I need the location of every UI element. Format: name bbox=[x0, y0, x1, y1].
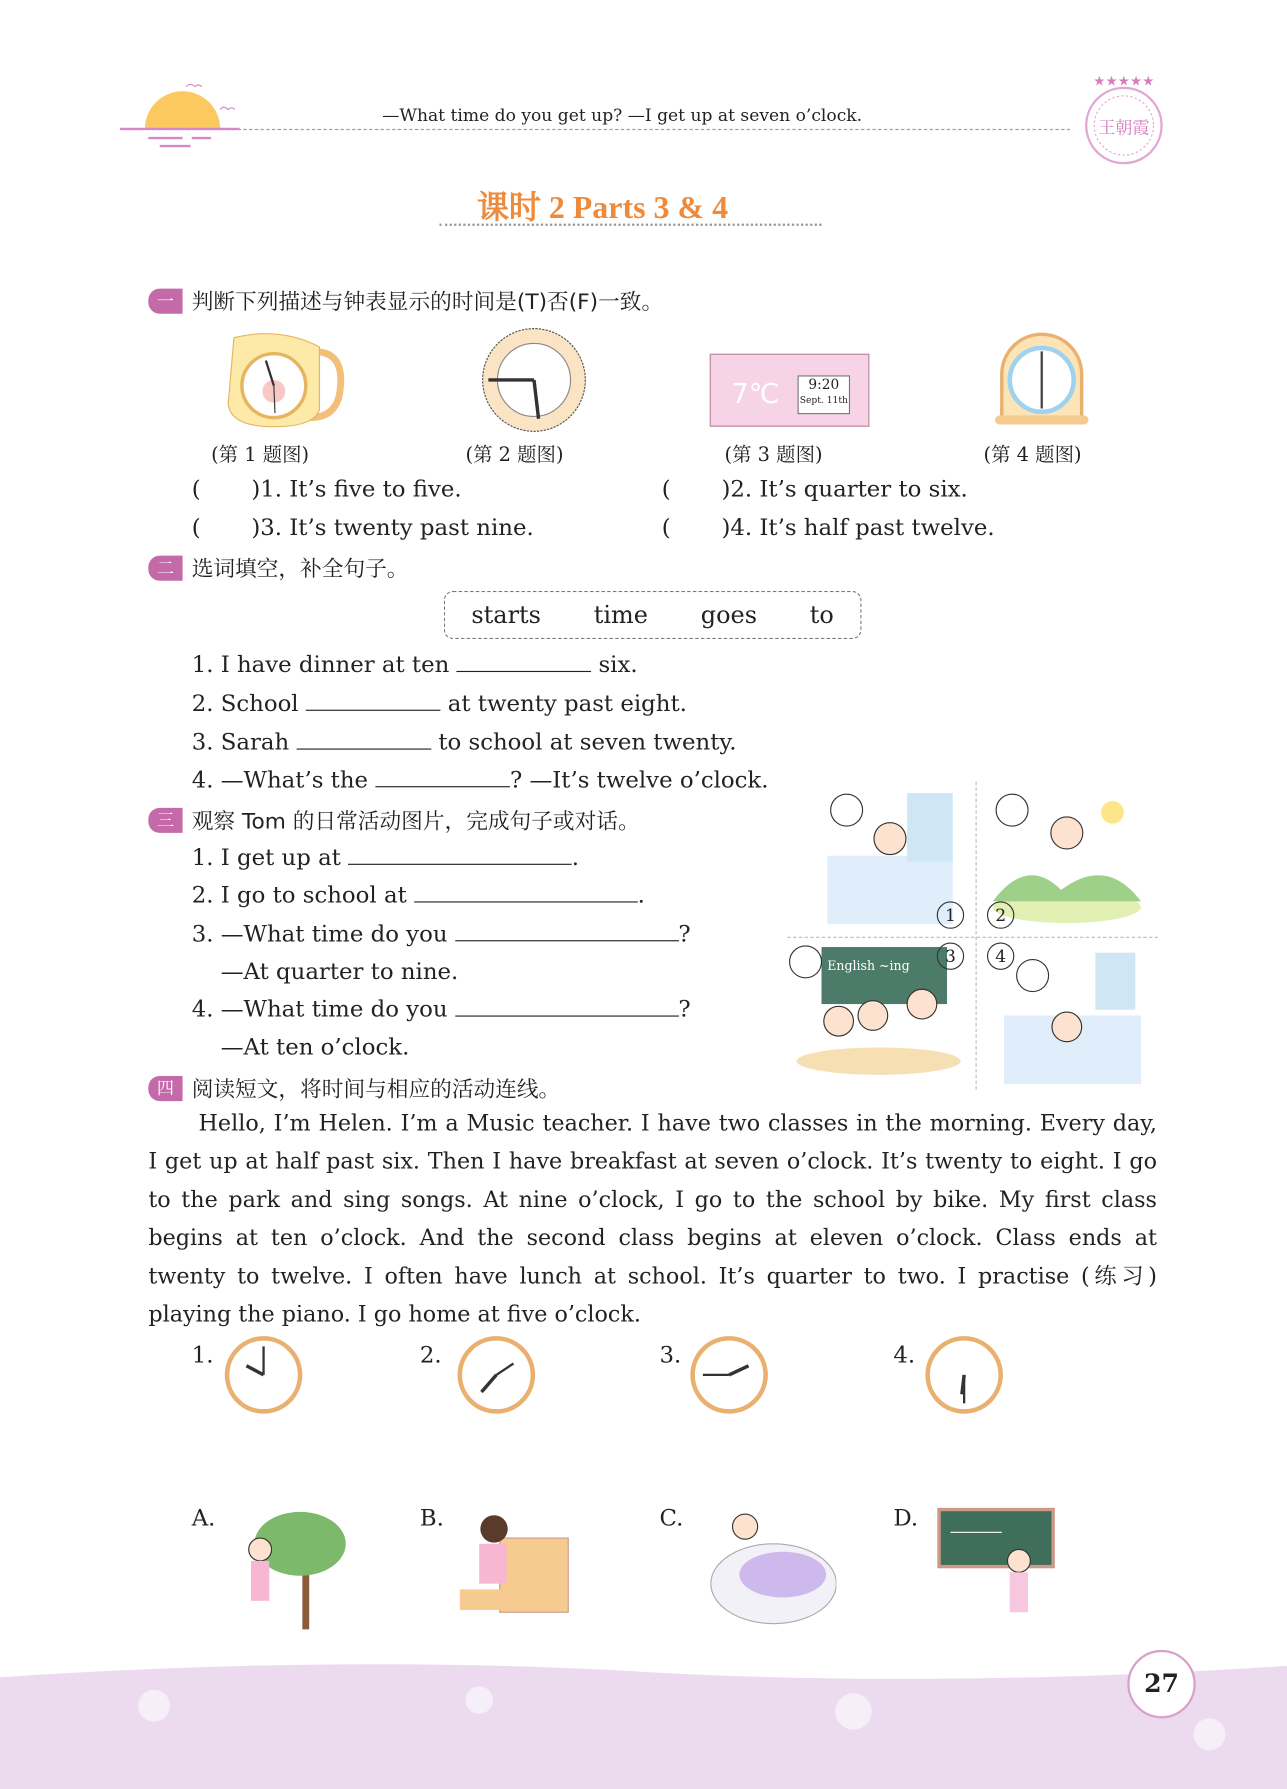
section-3-heading bbox=[148, 804, 639, 835]
sentence-text: 1. I have dinner at ten bbox=[191, 650, 450, 678]
activity-answer-4: —At ten o’clock. bbox=[191, 1032, 410, 1060]
fill-sentence-3 bbox=[192, 728, 737, 755]
singing-in-park-picture[interactable] bbox=[226, 1504, 352, 1632]
answer-blank[interactable] bbox=[348, 843, 572, 865]
header-subtitle: —What time do you get up? —I get up at seven o’clock. bbox=[382, 104, 863, 126]
board-text: English ~ing bbox=[827, 957, 910, 973]
section-2-heading bbox=[148, 552, 408, 583]
picture-number-2: 2 bbox=[987, 901, 1014, 928]
figure-caption-4: (第 4 题图) bbox=[983, 443, 1082, 467]
lesson-title: 课时 2 Parts 3 & 4 bbox=[476, 190, 729, 226]
word-option: to bbox=[809, 601, 834, 629]
activity-label-b: B. bbox=[419, 1503, 444, 1532]
clock-twenty-to-eight[interactable] bbox=[456, 1335, 536, 1415]
activity-sentence-2 bbox=[192, 881, 645, 908]
word-option: time bbox=[593, 601, 648, 629]
activity-label-c: C. bbox=[659, 1503, 684, 1532]
answer-blank[interactable] bbox=[306, 689, 441, 711]
word-option: goes bbox=[700, 601, 758, 629]
clock-label-1: 1. bbox=[191, 1340, 214, 1369]
figure-caption-2: (第 2 题图) bbox=[465, 443, 564, 467]
clock-label-4: 4. bbox=[893, 1340, 916, 1369]
answer-blank[interactable] bbox=[296, 728, 431, 750]
clock-quarter-to-two[interactable] bbox=[689, 1335, 769, 1415]
question-1[interactable]: ( )1. It’s five to five. bbox=[191, 474, 462, 503]
sentence-text: 3. —What time do you bbox=[191, 919, 448, 948]
sentence-text: . bbox=[637, 880, 645, 909]
reading-passage: Hello, I’m Helen. I’m a Music teacher. I have two classes in the morning. Every day, I get up at half past six. Then I have breakfast at seven o’clock. It’s twenty to eight. I go to the park and sing songs. At nine o’clock, I go to the school by bike. My first class begins at ten o’clock. And the second class begins at eleven o’clock. Class ends at twenty to twelve. I often have lunch at school. It’s quarter to two. I practise (练习) playing the piano. I go home at five o’clock. bbox=[148, 1110, 1157, 1328]
roman-clock-image bbox=[479, 325, 589, 435]
getting-up-bed-picture[interactable] bbox=[694, 1504, 837, 1632]
section-4-heading bbox=[148, 1073, 560, 1104]
clock-label-3: 3. bbox=[659, 1340, 682, 1369]
going-to-bed-picture bbox=[998, 947, 1146, 1086]
teaching-class-picture[interactable] bbox=[933, 1504, 1059, 1632]
clock-ten-oclock[interactable] bbox=[224, 1335, 304, 1415]
sentence-text: 2. I go to school at bbox=[191, 880, 407, 909]
sentence-text: ? —It’s twelve o’clock. bbox=[509, 765, 769, 793]
sentence-text: 4. —What’s the bbox=[191, 765, 369, 793]
svg-text:王朝霞: 王朝霞 bbox=[1098, 118, 1150, 139]
answer-blank[interactable] bbox=[455, 920, 679, 942]
section-badge: 二 bbox=[148, 555, 182, 580]
page-number: 27 bbox=[1127, 1650, 1195, 1718]
playing-piano-picture[interactable] bbox=[454, 1504, 574, 1632]
section-badge: 三 bbox=[148, 807, 182, 832]
title-underline bbox=[439, 224, 821, 226]
sentence-text: . bbox=[571, 843, 580, 871]
sentence-text: six. bbox=[598, 650, 638, 678]
question-4[interactable]: ( )4. It’s half past twelve. bbox=[661, 513, 995, 541]
answer-blank[interactable] bbox=[414, 881, 638, 903]
activity-sentence-1 bbox=[192, 843, 579, 870]
publisher-seal-logo bbox=[1078, 74, 1169, 165]
section-instruction: 观察 Tom 的日常活动图片，完成句子或对话。 bbox=[191, 808, 640, 835]
activity-sentence-4 bbox=[192, 995, 691, 1022]
picture-number-1: 1 bbox=[937, 901, 964, 928]
temperature-display: 7℃ bbox=[731, 377, 780, 410]
section-1-heading bbox=[148, 285, 663, 316]
footer-decoration bbox=[0, 1654, 1287, 1789]
fill-sentence-2 bbox=[192, 689, 687, 716]
sentence-text: 4. —What time do you bbox=[191, 994, 448, 1023]
sentence-text: 1. I get up at bbox=[191, 843, 341, 871]
fill-sentence-4 bbox=[192, 766, 769, 793]
jug-clock-image bbox=[222, 329, 345, 429]
digital-clock-image bbox=[710, 354, 870, 427]
clock-label-2: 2. bbox=[419, 1340, 442, 1369]
answer-blank[interactable] bbox=[457, 650, 592, 672]
activity-label-a: A. bbox=[191, 1503, 216, 1532]
header-divider bbox=[123, 129, 1070, 130]
sentence-text: 2. School bbox=[191, 689, 299, 717]
section-badge: 四 bbox=[148, 1075, 182, 1100]
figure-caption-3: (第 3 题图) bbox=[724, 443, 823, 467]
sunset-icon bbox=[120, 78, 246, 158]
sentence-text: ? bbox=[678, 919, 691, 948]
word-option: starts bbox=[471, 601, 541, 629]
picture-number-3: 3 bbox=[937, 942, 964, 969]
sentence-text: at twenty past eight. bbox=[447, 689, 687, 717]
section-instruction: 阅读短文，将时间与相应的活动连线。 bbox=[191, 1077, 561, 1103]
sentence-text: to school at seven twenty. bbox=[438, 727, 737, 756]
sentence-text: ? bbox=[678, 994, 691, 1023]
svg-text:★★★★★: ★★★★★ bbox=[1093, 74, 1155, 90]
section-instruction: 判断下列描述与钟表显示的时间是(T)否(F)一致。 bbox=[191, 289, 664, 315]
answer-blank[interactable] bbox=[375, 766, 510, 788]
fill-sentence-1 bbox=[192, 650, 638, 677]
sentence-text: 3. Sarah bbox=[191, 727, 290, 756]
section-badge: 一 bbox=[148, 288, 182, 313]
section-instruction: 选词填空，补全句子。 bbox=[191, 556, 409, 582]
time-display bbox=[798, 375, 850, 414]
answer-blank[interactable] bbox=[455, 995, 679, 1017]
digital-date: Sept. 11th bbox=[799, 394, 848, 406]
digital-time: 9:20 bbox=[808, 376, 840, 393]
question-3[interactable]: ( )3. It’s twenty past nine. bbox=[191, 513, 534, 541]
tom-activity-pictures bbox=[787, 782, 1158, 1090]
desk-clock-image bbox=[993, 329, 1091, 429]
clock-half-past-six[interactable] bbox=[924, 1335, 1004, 1415]
activity-label-d: D. bbox=[893, 1503, 919, 1532]
activity-answer-3: —At quarter to nine. bbox=[191, 957, 459, 985]
figure-caption-1: (第 1 题图) bbox=[211, 443, 310, 467]
word-bank bbox=[444, 591, 862, 639]
question-2[interactable]: ( )2. It’s quarter to six. bbox=[661, 474, 968, 503]
picture-number-4: 4 bbox=[987, 942, 1014, 969]
activity-sentence-3 bbox=[192, 920, 691, 947]
